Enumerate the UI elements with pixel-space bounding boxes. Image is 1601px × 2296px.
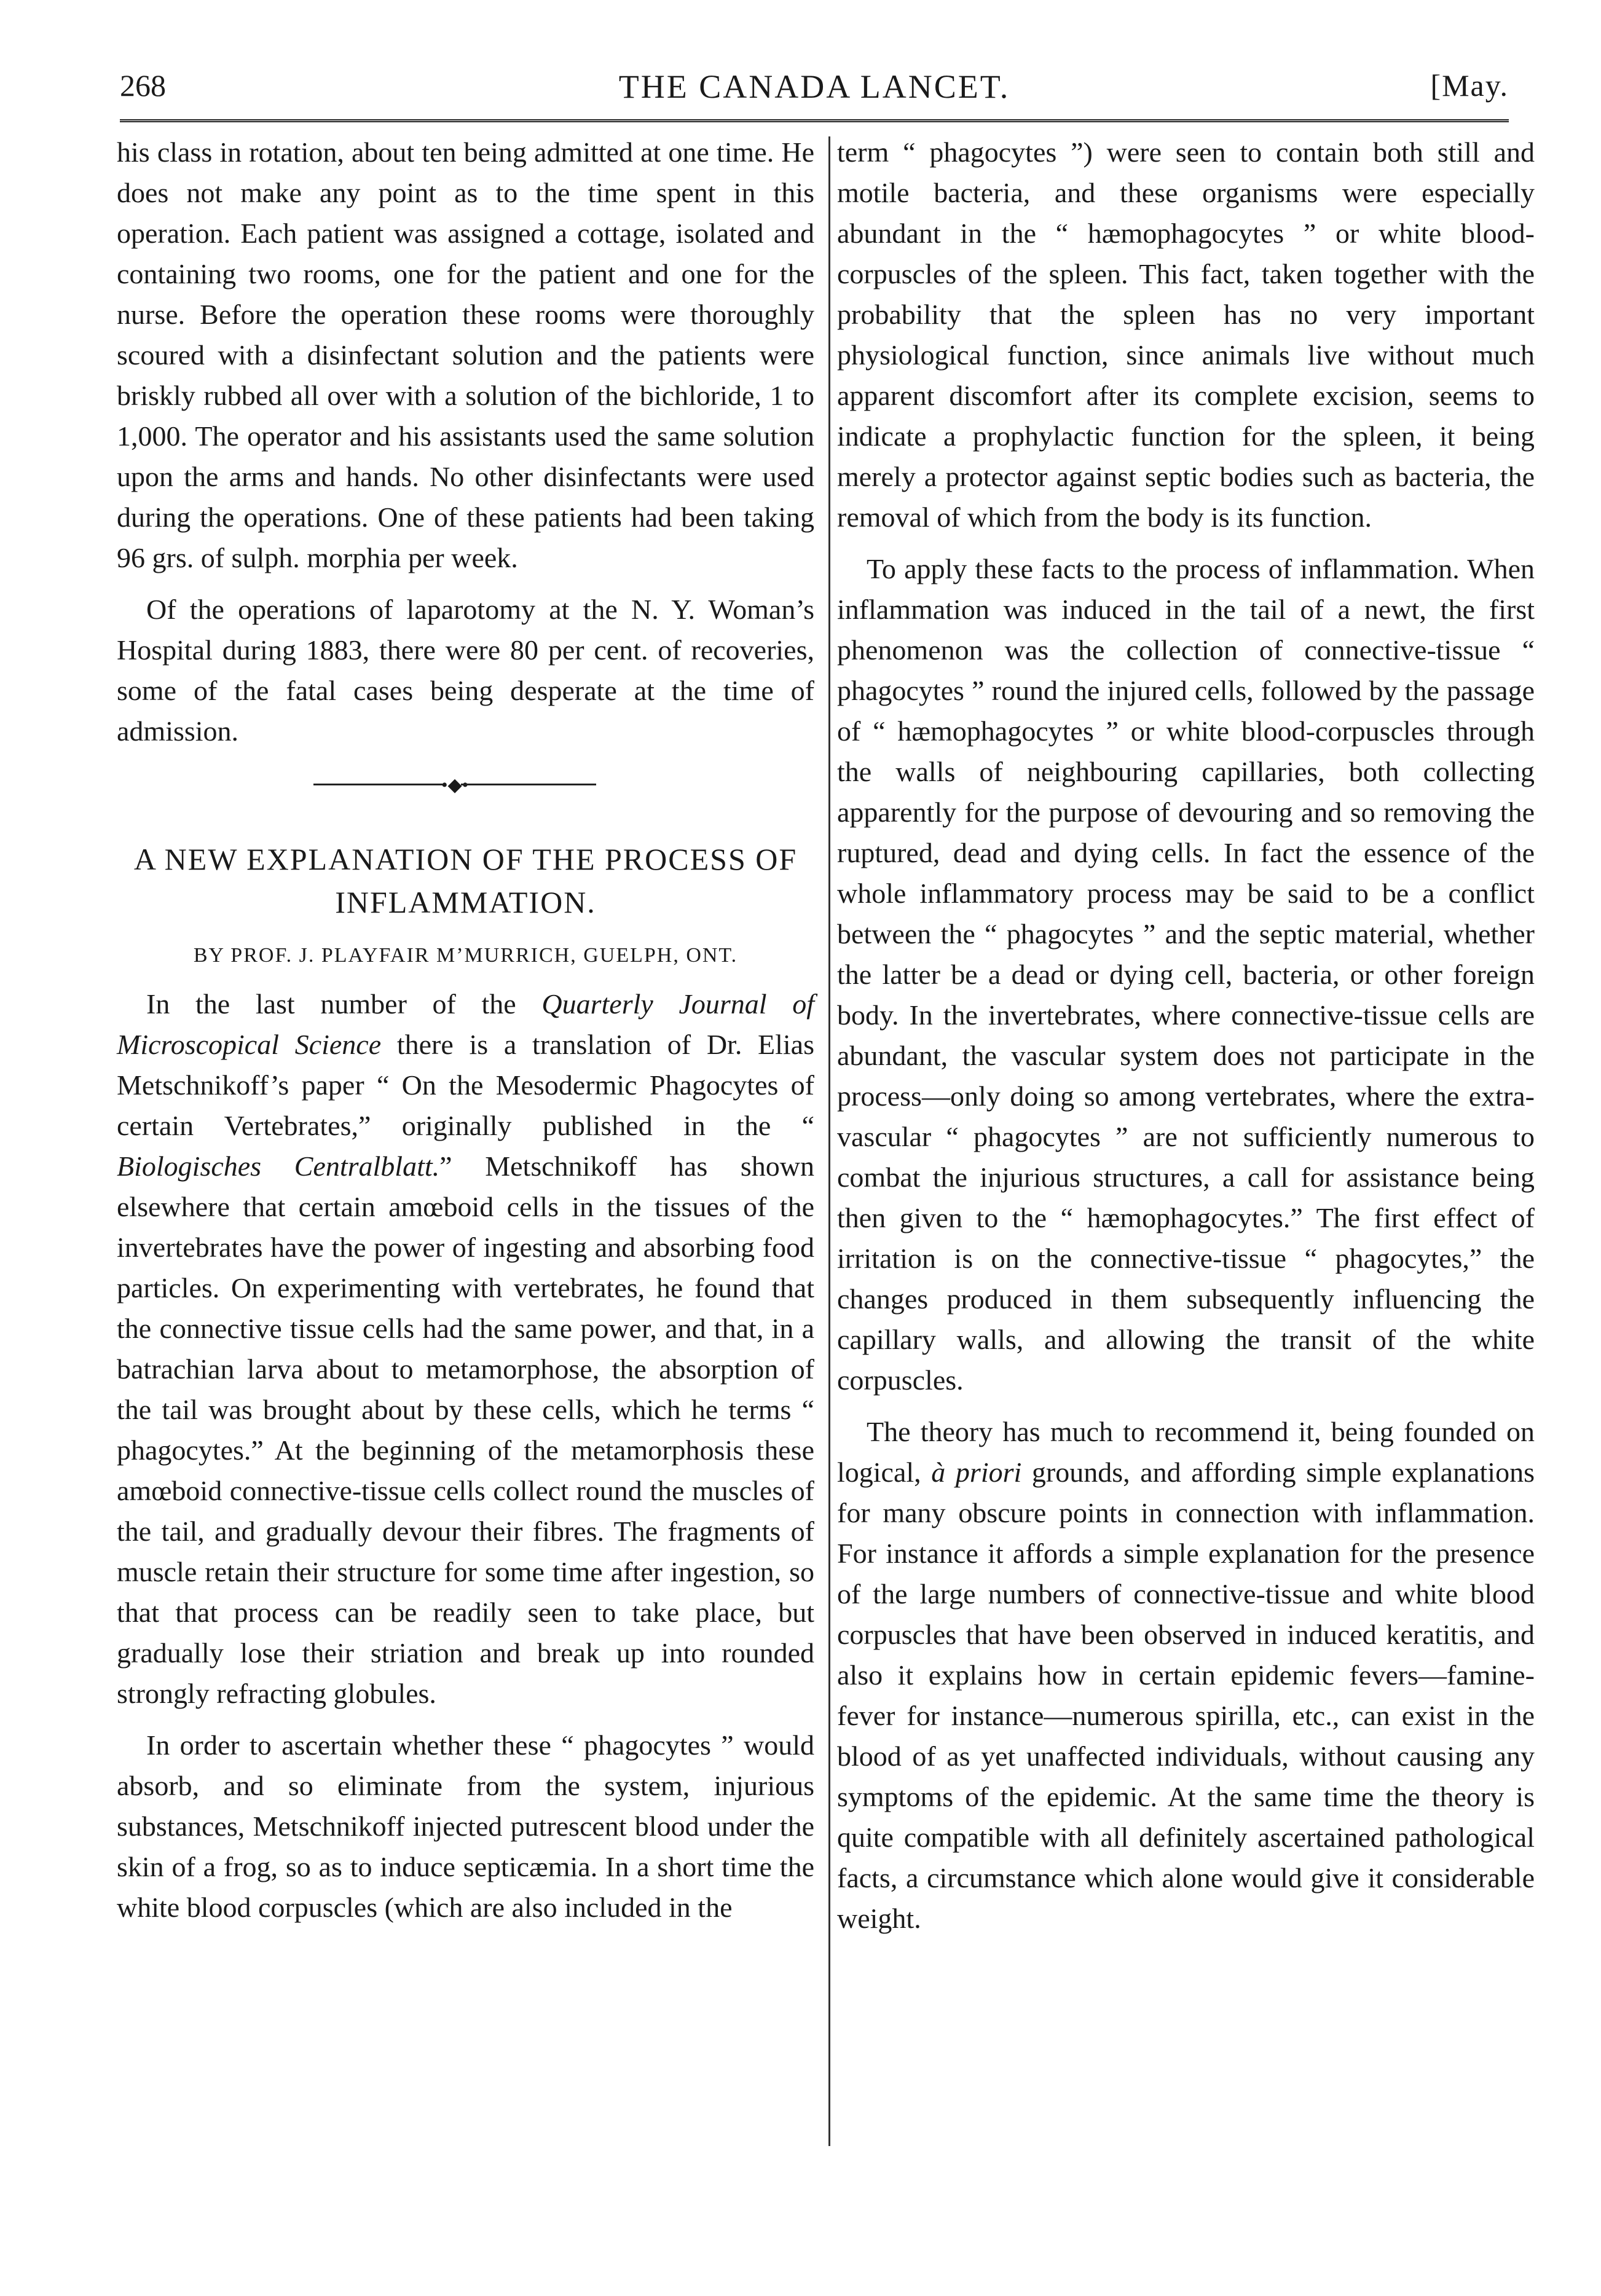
right-column (837, 132, 1535, 1950)
divider-line-right (461, 784, 596, 785)
divider-line-left (313, 784, 443, 785)
latin-phrase: à priori (931, 1457, 1022, 1488)
page-number: 268 (120, 68, 166, 103)
text-run: ” Metschnikoff has shown elsewhere that certain amœboid cells in the tissues of the invertebrates have the power of ingesting and absorbing food particles. On experimenting with vertebrates, he found that the connective tissue cells had the same power, and that, in a batrachian larva about to metamorphose, the absorption of the tail was brought about by these cells, which he terms “ phagocytes.” At the beginning of the metamorphosis these amœboid connective-tissue cells collect round the muscles of the tail, and gradually devour their fibres. The fragments of muscle retain their structure for some time after ingestion, so that that process can be readily seen to take place, but gradually lose their striation and break up into rounded strongly refracting globules. (117, 1150, 815, 1709)
text-run: The theory has much to recommend it, being founded on logical, (837, 1416, 1535, 1488)
header-rule (120, 119, 1509, 122)
paragraph-conclusion (837, 1412, 1535, 1939)
divider-ornament: •◆• (441, 775, 469, 795)
paragraph-continuation: term “ phagocytes ”) were seen to contain both still and motile bacteria, and these organisms were especially abundant in the “ hæmophagocytes ” or white blood-corpuscles of the spleen. This fact, taken together with the probability that the spleen has no very important physiological function, since animals live without much apparent discomfort after its complete excision, seems to indicate a prophylactic function for the spleen, it being merely a protector against septic bodies such as bacteria, the removal of which from the body is its function. (837, 136, 1535, 533)
journal-title: THE CANADA LANCET. (618, 68, 1010, 105)
journal-name: Quarterly Journal of Microscopical Science (117, 988, 814, 1060)
paragraph: Of the operations of laparotomy at the N. Y. Woman’s Hospital during 1883, there were 80 per cent. of recoveries, some of the fatal cases being desperate at the time of admission. (117, 594, 814, 747)
text-run: In the last number of the (146, 988, 542, 1020)
article-title: A NEW EXPLANATION OF THE PROCESS OF INFLAMMATION. (133, 842, 798, 919)
section-divider (117, 763, 814, 806)
journal-name: Biologisches Centralblatt. (117, 1150, 440, 1182)
issue-month: [May. (1430, 68, 1509, 103)
paragraph: In order to ascertain whether these “ phagocytes ” would absorb, and so eliminate from the system, injurious substances, Metschnikoff injected putrescent blood under the skin of a frog, so as to induce septicæmia. In a short time the white blood corpuscles (which are also included in the (117, 1729, 814, 1923)
text-run: grounds, and affording simple explanations for many obscure points in connection with inflammation. For instance it affords a simple explanation for the presence of the large numbers of connective-tissue and white blood corpuscles that have been observed in induced keratitis, and also it explains how in certain epidemic fevers—famine-fever for instance—numerous spirilla, etc., can exist in the blood of as yet unaffected individuals, without causing any symptoms of the epidemic. At the same time the theory is quite compatible with all definitely ascertained pathological facts, a circumstance which alone would give it considerable weight. (837, 1457, 1535, 1934)
paragraph: To apply these facts to the process of inflammation. When inflammation was induced in the tail of a newt, the first phenomenon was the collection of connective-tissue “ phagocytes ” round the injured cells, followed by the passage of “ hæmophagocytes ” or white blood-corpuscles through the walls of neighbouring capillaries, both collecting apparently for the purpose of devouring and so removing the ruptured, dead and dying cells. In fact the essence of the whole inflammatory process may be said to be a conflict between the “ phagocytes ” and the septic material, whether the latter be a dead or dying cell, bacteria, or other foreign body. In the invertebrates, where connective-tissue cells are abundant, the vascular system does not participate in the process—only doing so among vertebrates, where the extra-vascular “ phagocytes ” are not sufficiently numerous to combat the injurious structures, a call for assistance being then given to the “ hæmophagocytes.” The first effect of irritation is on the connective-tissue “ phagocytes,” the changes produced in them subsequently influencing the capillary walls, and allowing the transit of the white corpuscles. (837, 553, 1535, 1396)
paragraph-continuation: his class in rotation, about ten being admitted at one time. He does not make any point as to the time spent in this operation. Each patient was assigned a cottage, isolated and containing two rooms, one for the patient and one for the nurse. Before the operation these rooms were thoroughly scoured with a disinfectant solution and the patients were briskly rubbed all over with a solution of the bichloride, 1 to 1,000. The operator and his assistants used the same solution upon the arms and hands. No other disinfectants were used during the operations. One of these patients had been taking 96 grs. of sulph. morphia per week. (117, 136, 814, 573)
byline: BY PROF. J. PLAYFAIR M’MURRICH, GUELPH, ONT. (193, 944, 738, 967)
left-column (117, 132, 814, 1939)
running-header (120, 68, 1509, 117)
paragraph-intro (117, 984, 814, 1714)
text-run: there is a translation of Dr. Elias Metschnikoff’s paper “ On the Mesodermic Phagocytes of certain Vertebrates,” originally published in the “ (117, 1029, 814, 1141)
column-rule (828, 136, 830, 2146)
